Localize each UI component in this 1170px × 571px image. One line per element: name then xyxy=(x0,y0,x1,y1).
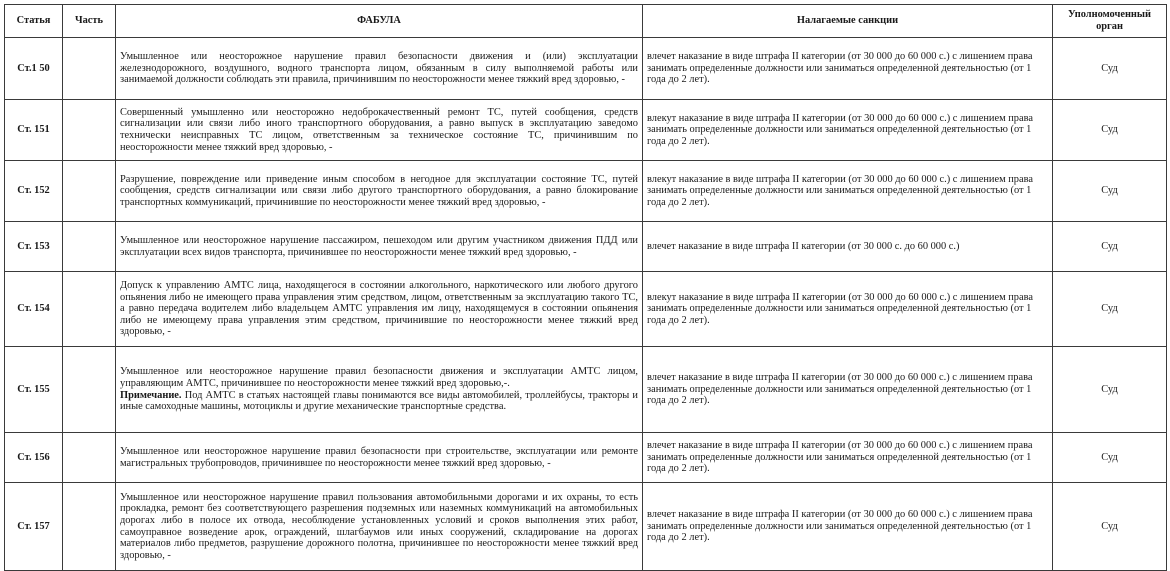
header-plot: ФАБУЛА xyxy=(116,5,643,38)
sanction-cell: влечет наказание в виде штрафа II категории (от 30 000 до 60 000 с.) с лишением права занимать определенные должности или заниматься определенной деятельностью (от 1 года до 2 лет). xyxy=(643,433,1053,483)
table-row xyxy=(5,483,1167,571)
part-cell xyxy=(63,222,116,272)
plot-cell: Умышленное или неосторожное нарушение правил безопасности при строительстве, эксплуатации или ремонте магистральных трубопроводов, причинившее по неосторожности менее тяжкий вред здоровью, - xyxy=(116,433,643,483)
article-cell: Ст. 154 xyxy=(5,272,63,347)
part-cell xyxy=(63,161,116,222)
sanction-cell: влекут наказание в виде штрафа II категории (от 30 000 до 60 000 с.) с лишением права занимать определенные должности или заниматься определенной деятельностью (от 1 года до 2 лет). xyxy=(643,100,1053,161)
authority-cell: Суд xyxy=(1053,347,1167,433)
sanction-cell: влечет наказание в виде штрафа II категории (от 30 000 до 60 000 с.) с лишением права занимать определенные должности или заниматься определенной деятельностью (от 1 года до 2 лет). xyxy=(643,483,1053,571)
header-row xyxy=(5,5,1167,38)
sanction-cell: влечет наказание в виде штрафа II категории (от 30 000 с. до 60 000 с.) xyxy=(643,222,1053,272)
plot-cell: Разрушение, повреждение или приведение иным способом в негодное для эксплуатации состояние ТС, путей сообщения, средств сигнализации или связи либо другого транспортного оборудования, а равно блокирование транспортных коммуникаций, причинившие по неосторожности менее тяжкий вред здоровью, - xyxy=(116,161,643,222)
sanction-cell: влечет наказание в виде штрафа II категории (от 30 000 до 60 000 с.) с лишением права занимать определенные должности или заниматься определенной деятельностью (от 1 года до 2 лет). xyxy=(643,347,1053,433)
authority-cell: Суд xyxy=(1053,483,1167,571)
part-cell xyxy=(63,483,116,571)
table-row xyxy=(5,347,1167,433)
authority-cell: Суд xyxy=(1053,272,1167,347)
article-cell: Ст. 155 xyxy=(5,347,63,433)
table-row xyxy=(5,38,1167,100)
note-label: Примечание. xyxy=(120,389,182,401)
authority-cell: Суд xyxy=(1053,433,1167,483)
article-cell: Ст. 151 xyxy=(5,100,63,161)
sanction-cell: влекут наказание в виде штрафа II категории (от 30 000 до 60 000 с.) с лишением права занимать определенные должности или заниматься определенной деятельностью (от 1 года до 2 лет). xyxy=(643,161,1053,222)
authority-cell: Суд xyxy=(1053,161,1167,222)
note-text: Под АМТС в статьях настоящей главы понимаются все виды автомобилей, троллейбусы, тракторы и иные самоходные машины, мотоциклы и другие механические транспортные средства. xyxy=(120,389,638,413)
article-cell: Ст. 156 xyxy=(5,433,63,483)
authority-cell: Суд xyxy=(1053,222,1167,272)
header-article: Статья xyxy=(5,5,63,38)
plot-cell: Допуск к управлению АМТС лица, находящегося в состоянии алкогольного, наркотического или любого другого опьянения либо не имеющего права управления этим средством, лицом, ответственным за эксплуатацию такого ТС, а равно передача водителем либо владельцем АМТС управления им лицу, находящемуся в состоянии опьянения либо не имеющему права управления этим средством, причинившие по неосторожности менее тяжкий вред здоровью, - xyxy=(116,272,643,347)
table-row xyxy=(5,222,1167,272)
header-authority: Уполномоченный орган xyxy=(1053,5,1167,38)
article-cell: Ст.1 50 xyxy=(5,38,63,100)
sanctions-table xyxy=(4,4,1167,571)
article-cell: Ст. 153 xyxy=(5,222,63,272)
table-row xyxy=(5,161,1167,222)
plot-cell: Совершенный умышленно или неосторожно недоброкачественный ремонт ТС, путей сообщения, средств сигнализации или связи либо иного транспортного оборудования, а равно выпуск в эксплуатацию заведомо технически неисправных ТС лицом, ответственным за техническое состояние ТС, причинившим по неосторожности менее тяжкий вред здоровью, - xyxy=(116,100,643,161)
plot-text: Умышленное или неосторожное нарушение правил безопасности движения и эксплуатации АМТС лицом, управляющим АМТС, причинившее по неосторожности менее тяжкий вред здоровью,-. xyxy=(120,366,638,389)
authority-cell: Суд xyxy=(1053,100,1167,161)
header-part: Часть xyxy=(63,5,116,38)
article-cell: Ст. 152 xyxy=(5,161,63,222)
table-row xyxy=(5,272,1167,347)
plot-cell: Умышленное или неосторожное нарушение пассажиром, пешеходом или другим участником движения ПДД или эксплуатации всех видов транспорта, причинившее по неосторожности менее тяжкий вред здоровью, - xyxy=(116,222,643,272)
part-cell xyxy=(63,433,116,483)
table-row xyxy=(5,100,1167,161)
plot-cell: Умышленное или неосторожное нарушение правил безопасности движения и (или) эксплуатации железнодорожного, воздушного, водного транспорта лицом, обязанным в силу выполняемой работы или занимаемой должности соблюдать эти правила, причинившим по неосторожности менее тяжкий вред здоровью, - xyxy=(116,38,643,100)
part-cell xyxy=(63,272,116,347)
article-cell: Ст. 157 xyxy=(5,483,63,571)
part-cell xyxy=(63,347,116,433)
part-cell xyxy=(63,38,116,100)
plot-cell xyxy=(116,347,643,433)
table-row xyxy=(5,433,1167,483)
part-cell xyxy=(63,100,116,161)
header-sanctions: Налагаемые санкции xyxy=(643,5,1053,38)
plot-cell: Умышленное или неосторожное нарушение правил пользования автомобильными дорогами и их охраны, то есть прокладка, ремонт без соответствующего разрешения подземных или наземных коммуникаций на автомобильных дорогах либо в полосе их отвода, несоблюдение установленных условий и сроков выполнения этих работ, самоуправное возведение арок, ограждений, шлагбаумов или иных сооружений, складирование на дорогах материалов либо предметов, разрушение дорожного полотна, причинившее по неосторожности менее тяжкий вред здоровью, - xyxy=(116,483,643,571)
authority-cell: Суд xyxy=(1053,38,1167,100)
sanction-cell: влекут наказание в виде штрафа II категории (от 30 000 до 60 000 с.) с лишением права занимать определенные должности или заниматься определенной деятельностью (от 1 года до 2 лет). xyxy=(643,272,1053,347)
sanction-cell: влечет наказание в виде штрафа II категории (от 30 000 до 60 000 с.) с лишением права занимать определенные должности или заниматься определенной деятельностью (от 1 года до 2 лет). xyxy=(643,38,1053,100)
